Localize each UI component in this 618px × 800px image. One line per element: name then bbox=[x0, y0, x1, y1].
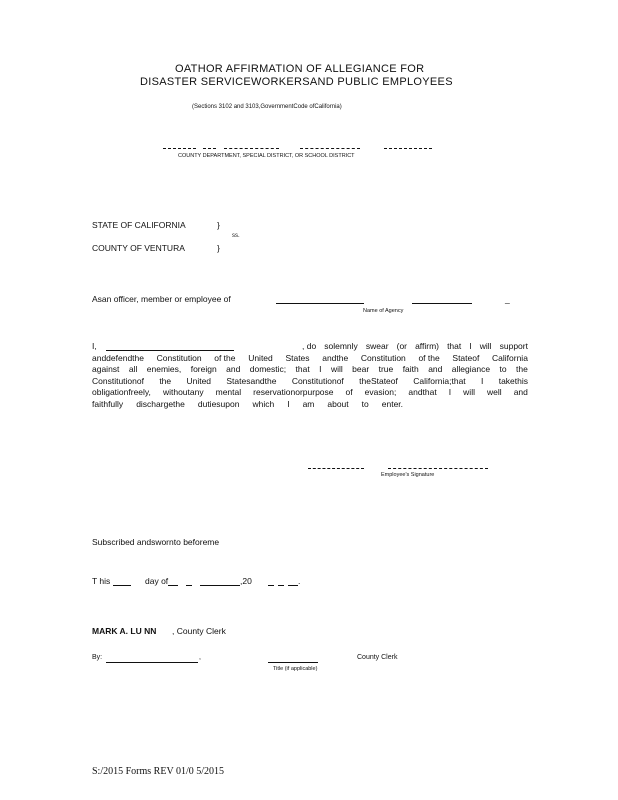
venue-state: STATE OF CALIFORNIA bbox=[92, 220, 186, 230]
title-field[interactable] bbox=[268, 662, 318, 663]
date-this: T his bbox=[92, 576, 111, 586]
title-line-1: OATHOR AFFIRMATION OF ALLEGIANCE FOR bbox=[175, 63, 425, 75]
oath-word: dischargethe bbox=[136, 398, 185, 409]
oath-word: anddefendthe bbox=[92, 352, 144, 363]
oath-line-1 bbox=[92, 341, 528, 353]
oath-word: against bbox=[92, 364, 120, 374]
oath-word: United bbox=[248, 352, 273, 363]
date-twenty: ,20 bbox=[240, 576, 252, 586]
oath-word: allegiance bbox=[451, 364, 491, 374]
day-field[interactable] bbox=[113, 585, 131, 586]
oath-word: solemnly bbox=[324, 341, 358, 351]
oath-word: will bbox=[463, 387, 475, 397]
agency-blank-4[interactable] bbox=[300, 148, 360, 149]
oath-word: bear bbox=[352, 364, 370, 374]
oath-word: Stateof bbox=[452, 352, 480, 363]
oath-word: which bbox=[252, 398, 275, 409]
footer-revision: S:/2015 Forms REV 01/0 5/2015 bbox=[92, 766, 225, 777]
oath-word: dutiesupon bbox=[197, 398, 240, 409]
oath-word: andthat bbox=[408, 387, 437, 397]
oath-line-2 bbox=[92, 353, 528, 365]
venue-county: COUNTY OF VENTURA bbox=[92, 243, 185, 253]
oath-word: the bbox=[516, 364, 528, 374]
agency-labels: COUNTY DEPARTMENT, SPECIAL DISTRICT, OR SCHOOL DISTRICT bbox=[178, 153, 355, 159]
signature-field[interactable] bbox=[388, 468, 488, 469]
agency-name-field[interactable] bbox=[276, 303, 364, 304]
oath-word: to bbox=[499, 364, 507, 374]
oath-word: and bbox=[226, 364, 241, 374]
oath-word: faith bbox=[402, 364, 419, 374]
agency-extra-field[interactable] bbox=[412, 303, 472, 304]
year-field-3[interactable] bbox=[288, 585, 298, 586]
oath-word: enemies, bbox=[146, 364, 182, 374]
oath-word: mental bbox=[215, 387, 242, 397]
title-label: Title (if applicable) bbox=[273, 666, 318, 672]
oath-word: Constitutionof bbox=[291, 375, 344, 386]
subscribed-text: Subscribed andswornto beforeme bbox=[92, 537, 220, 547]
capacity-text: Asan officer, member or employee of bbox=[92, 294, 231, 304]
month-field-2[interactable] bbox=[186, 585, 192, 586]
agency-blank-2[interactable] bbox=[203, 148, 216, 149]
oath-word: am bbox=[302, 398, 315, 409]
oath-word: (or bbox=[396, 341, 407, 351]
employee-name-field[interactable] bbox=[106, 350, 234, 351]
oath-word: obligationfreely, bbox=[92, 387, 151, 397]
by-label: By: bbox=[92, 654, 103, 661]
oath-word: , do bbox=[302, 341, 317, 351]
oath-word: will bbox=[479, 341, 492, 351]
oath-word: that bbox=[295, 364, 310, 374]
venue-brace-1: } bbox=[217, 220, 220, 230]
oath-word: well bbox=[487, 387, 502, 397]
month-field-3[interactable] bbox=[200, 585, 240, 586]
oath-word: United bbox=[186, 375, 212, 386]
oath-word: andthe bbox=[322, 352, 349, 363]
oath-word: of the bbox=[418, 352, 440, 363]
oath-line-6 bbox=[92, 399, 528, 411]
oath-word: of the bbox=[214, 352, 236, 363]
oath-word: foreign bbox=[190, 364, 217, 374]
year-field-1[interactable] bbox=[268, 585, 274, 586]
agency-blank-5[interactable] bbox=[384, 148, 432, 149]
oath-word: enter. bbox=[381, 398, 404, 409]
date-day-of: day of bbox=[145, 576, 169, 586]
oath-word: California;that bbox=[413, 375, 466, 386]
oath-word: States bbox=[285, 352, 310, 363]
oath-word: theStateof bbox=[359, 375, 398, 386]
oath-word: I bbox=[481, 375, 484, 386]
oath-line-3 bbox=[92, 364, 528, 376]
oath-line-4 bbox=[92, 376, 528, 388]
by-comma: , bbox=[199, 654, 201, 661]
agency-blank-1[interactable] bbox=[163, 148, 196, 149]
oath-word: all bbox=[128, 364, 138, 374]
oath-word: true bbox=[378, 364, 394, 374]
oath-word: evasion; bbox=[364, 387, 397, 397]
venue-brace-2: } bbox=[217, 243, 220, 253]
oath-word: and bbox=[513, 387, 528, 397]
signature-blank-1[interactable] bbox=[308, 468, 364, 469]
oath-word: withoutany bbox=[162, 387, 204, 397]
oath-word: support bbox=[499, 341, 528, 351]
oath-word: Constitution bbox=[156, 352, 202, 363]
date-end: . bbox=[298, 576, 301, 586]
oath-i: I, bbox=[92, 341, 97, 351]
signature-label: Employee's Signature bbox=[381, 472, 435, 478]
oath-word: Statesandthe bbox=[226, 375, 277, 386]
sections-reference: (Sections 3102 and 3103,GovernmentCode ofCalifornia) bbox=[192, 104, 342, 110]
oath-word: that bbox=[447, 341, 462, 351]
agency-blank-3[interactable] bbox=[224, 148, 279, 149]
oath-word: and bbox=[428, 364, 443, 374]
oath-word: of bbox=[345, 387, 353, 397]
oath-word: takethis bbox=[498, 375, 528, 386]
oath-word: I bbox=[469, 341, 472, 351]
year-field-2[interactable] bbox=[278, 585, 284, 586]
month-field-1[interactable] bbox=[168, 585, 178, 586]
oath-word: Constitutionof bbox=[92, 375, 144, 386]
oath-word: I bbox=[287, 398, 290, 409]
oath-word: Constitution bbox=[360, 352, 406, 363]
oath-word: will bbox=[330, 364, 343, 374]
oath-word: to bbox=[361, 398, 369, 409]
oath-word: domestic; bbox=[249, 364, 287, 374]
clerk-role: , County Clerk bbox=[172, 626, 226, 636]
title-line-2: DISASTER SERVICEWORKERSAND PUBLIC EMPLOYEES bbox=[140, 76, 453, 88]
oath-word: the bbox=[159, 375, 172, 386]
county-clerk-label: County Clerk bbox=[357, 654, 398, 661]
by-signature-field[interactable] bbox=[106, 662, 198, 663]
oath-word: I bbox=[448, 387, 452, 397]
oath-word: California bbox=[492, 352, 528, 363]
name-of-agency-label: Name of Agency bbox=[363, 308, 404, 314]
oath-word: I bbox=[319, 364, 322, 374]
oath-word: reservationorpurpose bbox=[253, 387, 334, 397]
oath-word: affirm) bbox=[415, 341, 439, 351]
clerk-name: MARK A. LU NN bbox=[92, 626, 157, 636]
oath-paragraph bbox=[92, 341, 528, 410]
oath-word: faithfully bbox=[92, 398, 124, 409]
oath-line-5 bbox=[92, 387, 528, 399]
oath-word: swear bbox=[365, 341, 389, 351]
oath-word: about bbox=[327, 398, 349, 409]
venue-ss: ss. bbox=[232, 233, 240, 239]
capacity-dash: _ bbox=[505, 294, 510, 304]
